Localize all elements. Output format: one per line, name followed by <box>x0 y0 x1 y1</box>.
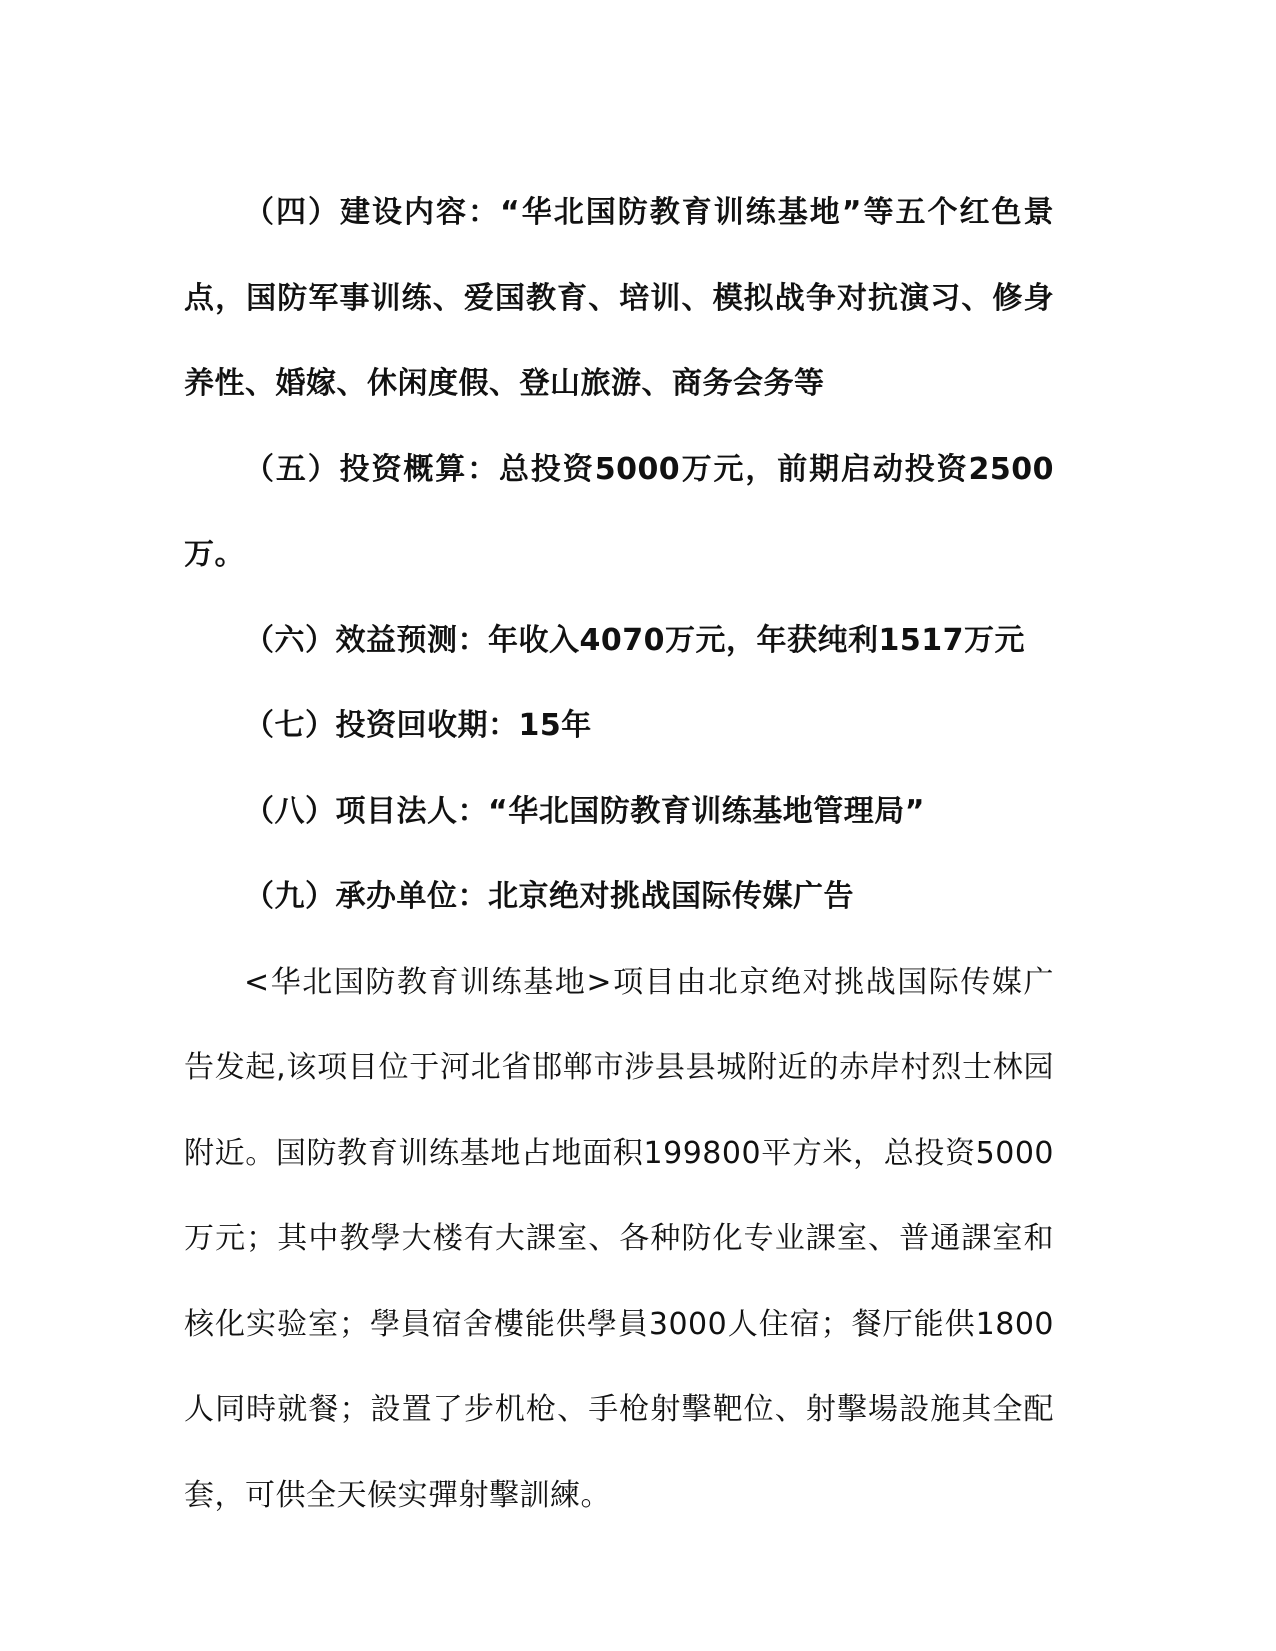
item-payback-period: （七）投资回收期：15年 <box>244 708 592 743</box>
item-project-legal-person: （八）项目法人：“华北国防教育训练基地管理局” <box>244 793 925 829</box>
item-benefit-forecast: （六）效益预测：年收入4070万元，年获纯利1517万元 <box>244 622 1025 658</box>
document-body <box>184 170 1054 1538</box>
item-construction-content: （四）建设内容：“华北国防教育训练基地”等五个红色景点，国防军事训练、爱国教育、培训、模拟战争对抗演习、修身养性、婚嫁、休闲度假、登山旅游、商务会务等 <box>184 195 1054 401</box>
item-investment-estimate: （五）投资概算：总投资5000万元，前期启动投资2500万。 <box>184 451 1054 572</box>
project-description-paragraph: <华北国防教育训练基地>项目由北京绝对挑战国际传媒广告发起,该项目位于河北省邯郸市涉县县城附近的赤岸村烈士林园附近。国防教育训练基地占地面积199800平方米，总投资5000 万元；其中教學大楼有大課室、各种防化专业課室、普通課室和核化实验室；學員宿舍樓能供學員3000人住宿；餐厅能供1800人同時就餐；設置了步机枪、手枪射擊靶位、射擊場設施其全配套，可供全天候实彈射擊訓練。 <box>184 964 1054 1513</box>
item-undertaking-unit: （九）承办单位：北京绝对挑战国际传媒广告 <box>244 879 854 914</box>
